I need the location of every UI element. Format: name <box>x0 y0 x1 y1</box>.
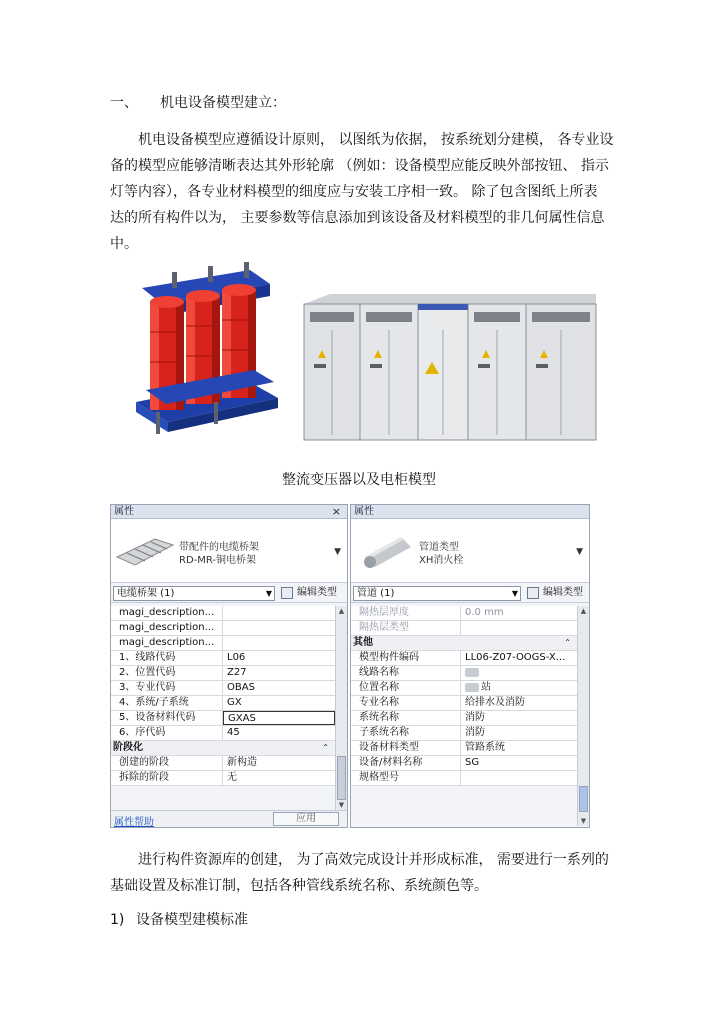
edit-type-button[interactable]: 编辑类型 <box>527 586 583 600</box>
paragraph-line: 备的模型应能够清晰表达其外形轮廓 （例如：设备模型应能反映外部按钮、 指示 <box>110 158 609 174</box>
panel-title: 属性 <box>354 506 374 517</box>
properties-panel-cable-tray <box>110 504 348 828</box>
property-grid <box>111 606 335 786</box>
scroll-down-icon[interactable]: ▼ <box>580 817 587 825</box>
section-title: 机电设备模型建立： <box>160 95 286 111</box>
vertical-scrollbar[interactable] <box>335 606 347 810</box>
type-name: RD-MR-铜电桥架 <box>179 555 257 566</box>
property-row[interactable]: 4、系统/子系统 GX <box>111 696 335 711</box>
edit-type-button[interactable]: 编辑类型 <box>281 586 337 600</box>
paragraph-intro <box>110 131 620 261</box>
paragraph-line: 灯等内容），各专业材料模型的细度应与安装工序相一致。 除了包含图纸上所表 <box>110 184 598 200</box>
property-row[interactable]: 设备/材料名称 SG <box>351 756 577 771</box>
panel-titlebar <box>111 505 347 519</box>
collapse-icon[interactable]: ⌃ <box>564 638 571 647</box>
property-row[interactable]: 隔热层类型 <box>351 621 577 636</box>
property-value-input[interactable]: GXAS <box>223 711 335 725</box>
pipe-icon <box>357 531 417 571</box>
type-family-name: 带配件的电缆桥架 <box>179 542 259 553</box>
section-number: 一、 <box>110 95 138 111</box>
chevron-down-icon: ▼ <box>265 589 272 598</box>
apply-button[interactable]: 应用 <box>273 812 339 826</box>
paragraph-line: 进行构件资源库的创建， 为了高效完成设计并形成标准， 需要进行一系列的 <box>138 852 609 868</box>
chevron-down-icon[interactable]: ▼ <box>334 547 341 557</box>
property-row[interactable]: 隔热层厚度 0.0 mm <box>351 606 577 621</box>
property-row[interactable]: 专业名称 给排水及消防 <box>351 696 577 711</box>
paragraph-line: 机电设备模型应遵循设计原则， 以图纸为依据， 按系统划分建模， 各专业设 <box>138 132 614 148</box>
scroll-up-icon[interactable]: ▲ <box>338 607 345 615</box>
chevron-down-icon[interactable]: ▼ <box>576 547 583 557</box>
transformer-model-image <box>128 262 286 444</box>
edit-type-icon <box>527 587 539 599</box>
paragraph-library <box>110 851 620 903</box>
scrollbar-thumb[interactable] <box>337 756 346 800</box>
cabinet-model-image <box>300 290 600 445</box>
instance-filter-dropdown[interactable]: 电缆桥架 (1) ▼ <box>113 586 275 601</box>
cable-tray-icon <box>115 531 175 571</box>
collapse-icon[interactable]: ⌃ <box>322 743 329 752</box>
close-icon[interactable]: × <box>331 505 341 518</box>
property-row-active[interactable]: 5、设备材料代码 GXAS <box>111 711 335 726</box>
property-row[interactable]: 1、线路代码 L06 <box>111 651 335 666</box>
type-name: XH消火栓 <box>419 555 464 566</box>
redacted-value <box>465 683 479 692</box>
property-row[interactable]: 2、位置代码 Z27 <box>111 666 335 681</box>
property-row[interactable]: 6、序代码 45 <box>111 726 335 741</box>
type-selector[interactable] <box>351 519 589 583</box>
property-row[interactable]: 3、专业代码 OBAS <box>111 681 335 696</box>
property-grid <box>351 606 577 786</box>
instance-filter-row <box>111 583 347 603</box>
type-selector[interactable] <box>111 519 347 583</box>
vertical-scrollbar[interactable] <box>577 606 589 826</box>
type-family-name: 管道类型 <box>419 542 459 553</box>
panel-footer <box>111 810 347 827</box>
edit-type-icon <box>281 587 293 599</box>
paragraph-line: 中。 <box>110 236 138 252</box>
scroll-down-icon[interactable]: ▼ <box>338 801 345 809</box>
instance-filter-dropdown[interactable]: 管道 (1) ▼ <box>353 586 521 601</box>
property-row[interactable]: 系统名称 消防 <box>351 711 577 726</box>
instance-filter-row <box>351 583 589 603</box>
paragraph-line: 基础设置及标准订制，包括各种管线系统名称、系统颜色等。 <box>110 878 488 894</box>
property-group-other[interactable]: 其他 ⌃ <box>351 636 577 651</box>
properties-help-link[interactable]: 属性帮助 <box>114 817 154 828</box>
property-row[interactable]: 子系统名称 消防 <box>351 726 577 741</box>
property-row[interactable]: magi_description... <box>111 621 335 636</box>
properties-panel-pipe <box>350 504 590 828</box>
property-row[interactable]: 拆除的阶段 无 <box>111 771 335 786</box>
scroll-up-icon[interactable]: ▲ <box>580 607 587 615</box>
property-row[interactable]: 创建的阶段 新构造 <box>111 756 335 771</box>
property-row[interactable]: 线路名称 <box>351 666 577 681</box>
property-row[interactable]: 位置名称 站 <box>351 681 577 696</box>
property-row[interactable]: 规格型号 <box>351 771 577 786</box>
chevron-down-icon: ▼ <box>511 589 518 598</box>
redacted-value <box>465 668 479 677</box>
figure-caption: 整流变压器以及电柜模型 <box>282 472 436 488</box>
panel-title: 属性 <box>114 506 134 517</box>
paragraph-line: 达的所有构件以为， 主要参数等信息添加到该设备及材料模型的非几何属性信息 <box>110 210 605 226</box>
scrollbar-thumb[interactable] <box>579 786 588 812</box>
property-row[interactable]: 设备材料类型 管路系统 <box>351 741 577 756</box>
property-row[interactable]: magi_description... <box>111 636 335 651</box>
property-row[interactable]: magi_description... <box>111 606 335 621</box>
subsection-title: 设备模型建模标准 <box>136 912 248 928</box>
property-group-phasing[interactable]: 阶段化 ⌃ <box>111 741 335 756</box>
subsection-number: 1) <box>110 912 125 928</box>
panel-titlebar <box>351 505 589 519</box>
property-row[interactable]: 模型构件编码 LL06-Z07-OOGS-X... <box>351 651 577 666</box>
